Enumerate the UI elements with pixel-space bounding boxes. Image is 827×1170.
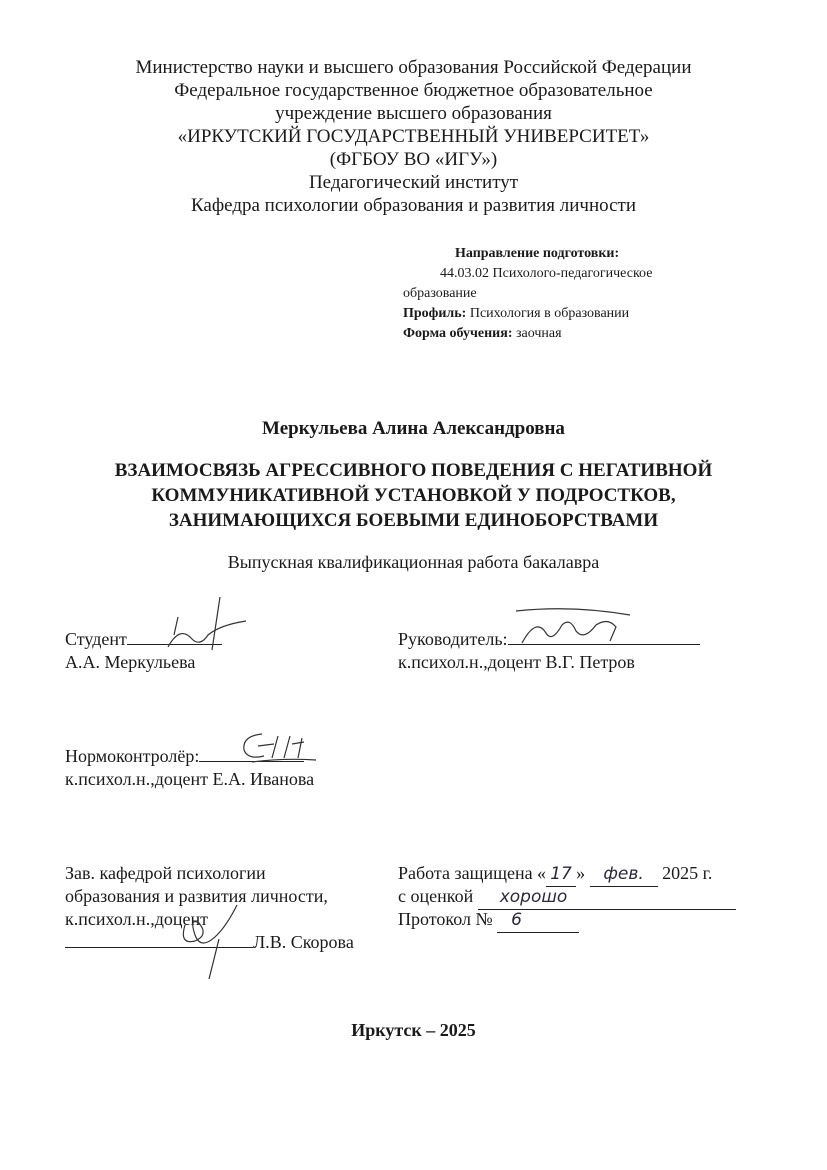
defense-mid: » [576,863,586,883]
protocol-label: Протокол № [398,909,493,929]
norm-controller-signature [232,728,322,768]
university-name: «ИРКУТСКИЙ ГОСУДАРСТВЕННЫЙ УНИВЕРСИТЕТ» [177,126,650,147]
defense-line [398,862,712,887]
grade-line [398,885,736,910]
ministry-line: Министерство науки и высшего образования Российской Федерации [135,57,692,78]
direction-value-1: 44.03.02 Психолого-педагогическое [440,266,653,281]
student-signature [150,595,260,665]
study-form-label: Форма обучения: [403,326,513,341]
grade-label: с оценкой [398,886,474,906]
supervisor-name: к.психол.н.,доцент В.Г. Петров [398,652,635,672]
head-signature [165,895,255,985]
institution-line-2: учреждение высшего образования [275,103,552,124]
profile-label: Профиль: [403,306,467,321]
grade-value: хорошо [478,886,736,910]
study-form-value: заочная [515,326,562,341]
department-name: Кафедра психологии образования и развития личности [190,195,637,216]
work-type: Выпускная квалификационная работа бакалавра [227,552,600,572]
organization-header [0,56,827,217]
direction-value-2: образование [403,286,477,301]
author-name: Меркульева Алина Александровна [262,418,565,439]
supervisor-label: Руководитель: [398,629,508,649]
head-title-line-2: образования и развития личности, [65,886,328,906]
title-line-1: ВЗАИМОСВЯЗЬ АГРЕССИВНОГО ПОВЕДЕНИЯ С НЕГАТИВНОЙ [114,460,713,481]
institute-name: Педагогический институт [308,172,519,193]
norm-controller-label: Нормоконтролёр: [65,746,200,766]
norm-controller-name: к.психол.н.,доцент Е.А. Иванова [65,769,315,789]
student-label: Студент [65,629,127,649]
student-name: А.А. Меркульева [65,652,196,672]
defense-prefix: Работа защищена « [398,863,547,883]
profile-line [403,304,629,324]
protocol-number: 6 [497,909,579,933]
thesis-title [0,458,827,533]
defense-year: 2025 г. [662,863,713,883]
head-name: Л.В. Скорова [253,932,354,952]
profile-value: Психология в образовании [469,306,630,321]
defense-month: фев. [590,863,658,887]
head-title-line-3: к.психол.н.,доцент [65,909,208,929]
city-year: Иркутск – 2025 [351,1020,476,1040]
university-abbr: (ФГБОУ ВО «ИГУ») [329,149,498,170]
title-line-2: КОММУНИКАТИВНОЙ УСТАНОВКОЙ У ПОДРОСТКОВ, [151,485,676,506]
title-line-3: ЗАНИМАЮЩИХСЯ БОЕВЫМИ ЕДИНОБОРСТВАМИ [168,510,659,531]
defense-day: 17 [546,863,576,887]
institution-line-1: Федеральное государственное бюджетное образовательное [174,80,653,101]
head-title-line-1: Зав. кафедрой психологии [65,863,266,883]
supervisor-signature [512,603,642,653]
protocol-line [398,908,579,933]
direction-label: Направление подготовки: [455,246,620,261]
study-form-line [403,324,562,344]
